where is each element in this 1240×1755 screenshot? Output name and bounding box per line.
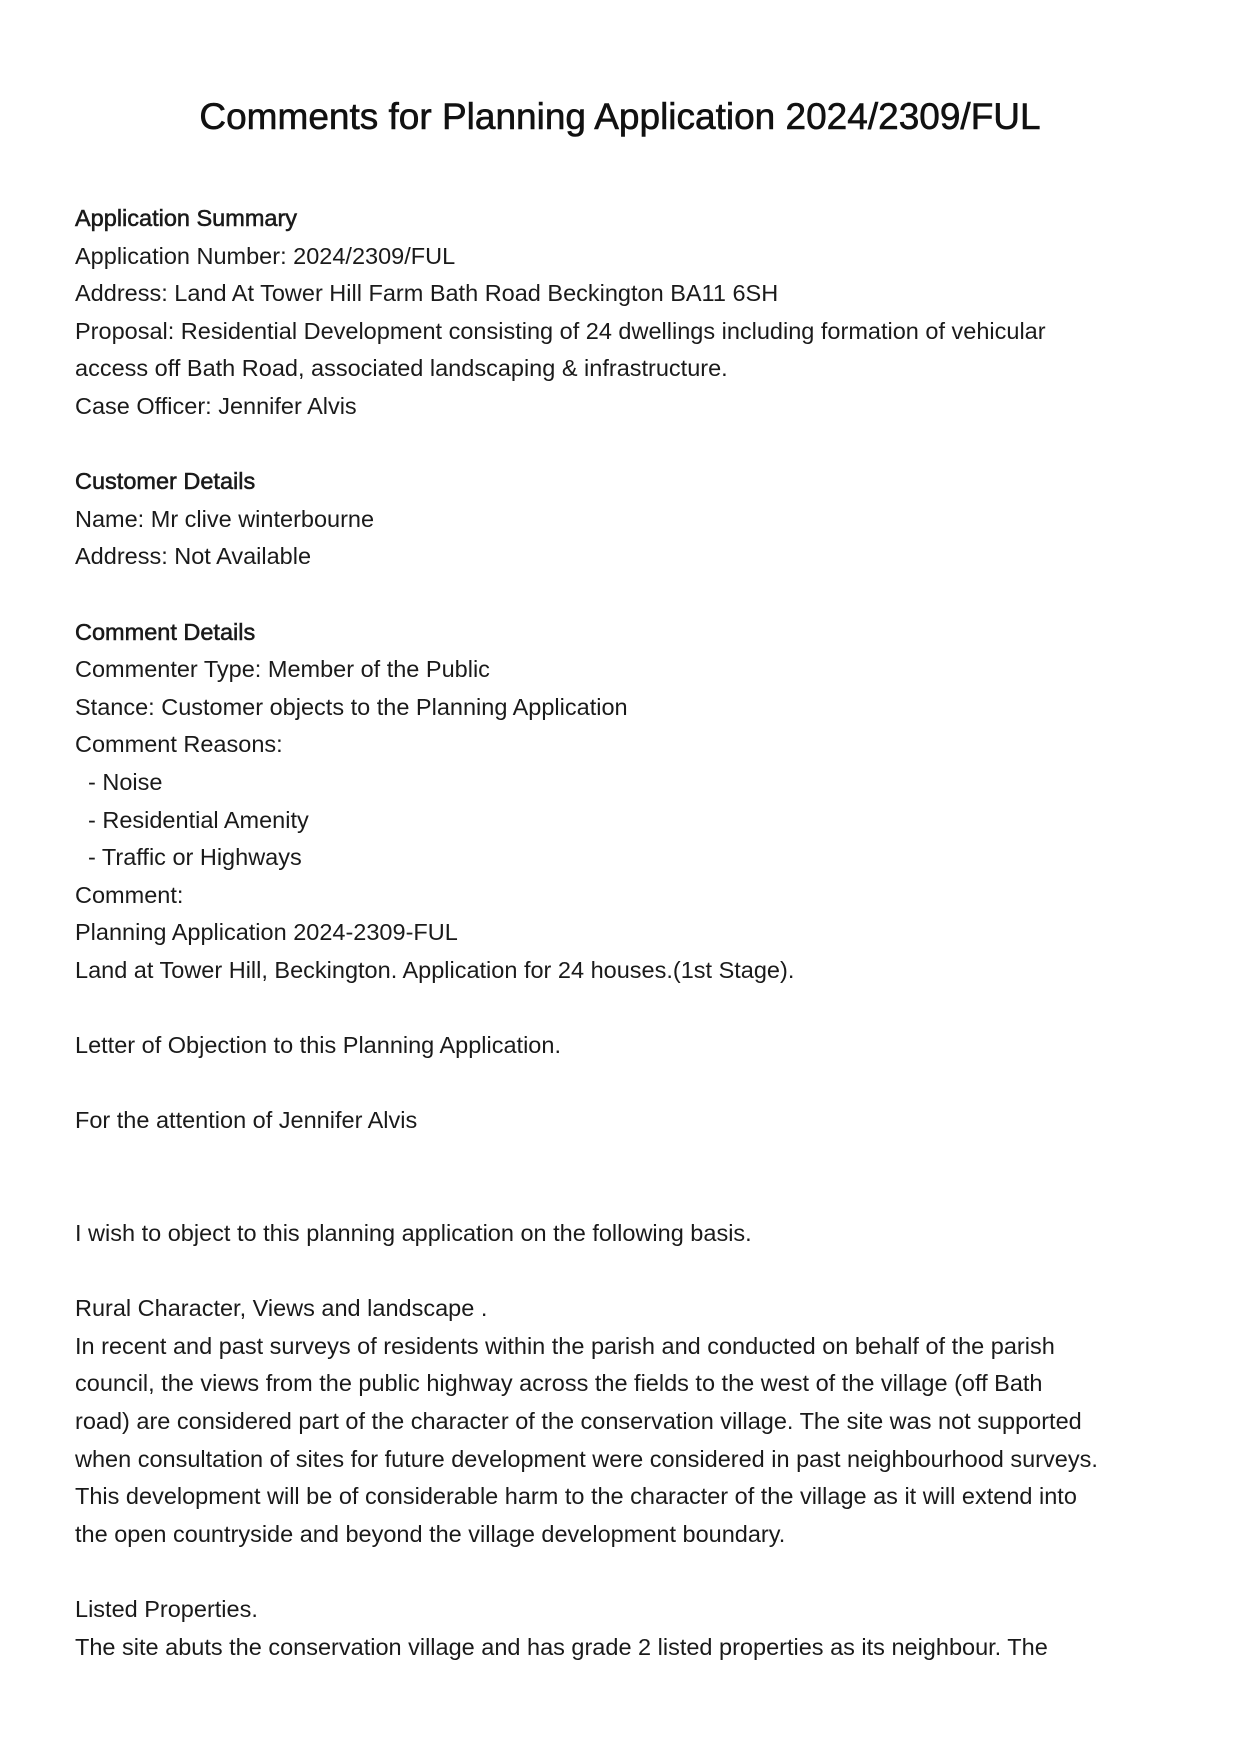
case-officer: Case Officer: Jennifer Alvis (75, 392, 357, 419)
spacer (75, 1140, 1185, 1215)
document-body (75, 200, 1185, 1666)
comment-land-line: Land at Tower Hill, Beckington. Application for 24 houses.(1st Stage). (75, 956, 795, 983)
letter-of-objection-line: Letter of Objection to this Planning Application. (75, 1032, 561, 1059)
page-title: Comments for Planning Application 2024/2309/FUL (199, 96, 1041, 137)
comment-details-section (75, 614, 1185, 915)
application-address: Address: Land At Tower Hill Farm Bath Road Beckington BA11 6SH (75, 280, 779, 307)
comment-reason-item: - Traffic or Highways (88, 844, 302, 871)
listed-properties-paragraph-line: The site abuts the conservation village and has grade 2 listed properties as its neighbour. The (75, 1633, 1048, 1660)
application-number: Application Number: 2024/2309/FUL (75, 242, 456, 269)
comment-details-heading: Comment Details (75, 618, 256, 645)
spacer (75, 576, 1185, 614)
comment-reasons-label: Comment Reasons: (75, 731, 283, 758)
rural-character-paragraph-line: In recent and past surveys of residents within the parish and conducted on behalf of the parish (75, 1332, 1055, 1359)
customer-address: Address: Not Available (75, 543, 312, 570)
rural-character-paragraph-line: road) are considered part of the character of the conservation village. The site was not supported (75, 1408, 1082, 1434)
rural-character-paragraph-line: the open countryside and beyond the village development boundary. (75, 1520, 786, 1547)
rural-character-paragraph-line: when consultation of sites for future development were considered in past neighbourhood surveys. (75, 1445, 1098, 1472)
comment-reference-line: Planning Application 2024-2309-FUL (75, 919, 458, 946)
customer-details-heading: Customer Details (75, 468, 256, 495)
spacer (75, 1253, 1185, 1291)
customer-details-section (75, 463, 1185, 576)
spacer (75, 426, 1185, 464)
stance: Stance: Customer objects to the Planning Application (75, 693, 628, 720)
rural-character-heading: Rural Character, Views and landscape . (75, 1295, 488, 1322)
attention-line: For the attention of Jennifer Alvis (75, 1107, 418, 1134)
listed-properties-heading: Listed Properties. (75, 1595, 258, 1622)
rural-character-paragraph-line: This development will be of considerable harm to the character of the village as it will extend into (75, 1483, 1077, 1510)
spacer (75, 1065, 1185, 1103)
comment-reason-item: - Residential Amenity (88, 806, 309, 833)
comment-reason-item: - Noise (88, 768, 163, 795)
proposal-line-2: access off Bath Road, associated landscaping & infrastructure. (75, 355, 728, 382)
rural-character-paragraph-line: council, the views from the public highway across the fields to the west of the village (off Bath (75, 1370, 1043, 1397)
application-summary-section (75, 200, 1185, 426)
spacer (75, 1553, 1185, 1591)
commenter-type: Commenter Type: Member of the Public (75, 656, 490, 683)
spacer (75, 989, 1185, 1027)
object-statement: I wish to object to this planning application on the following basis. (75, 1220, 752, 1247)
comment-body (75, 914, 1185, 1666)
customer-name: Name: Mr clive winterbourne (75, 505, 375, 532)
comment-label: Comment: (75, 881, 184, 908)
proposal-line-1: Proposal: Residential Development consisting of 24 dwellings including formation of vehicular (75, 317, 1046, 344)
application-summary-heading: Application Summary (75, 205, 298, 231)
